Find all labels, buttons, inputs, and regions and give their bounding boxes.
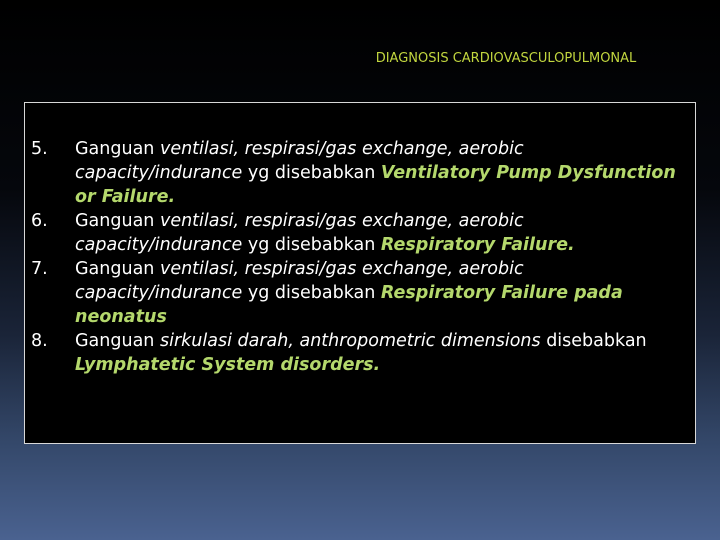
- item-text: Ganguan: [75, 211, 160, 231]
- item-text: Ganguan: [75, 139, 160, 159]
- item-text-italic: ventilasi, respirasi/gas exchange, aerobic capacity/indurance: [75, 259, 524, 303]
- item-text: Ganguan: [75, 331, 160, 351]
- item-text: Ganguan: [75, 259, 160, 279]
- item-number: 8.: [31, 331, 48, 351]
- item-text-italic: sirkulasi darah, anthropometric dimensions: [159, 331, 541, 351]
- numbered-list: [31, 137, 681, 377]
- list-item-6: [31, 209, 681, 257]
- item-highlight: Respiratory Failure pada neonatus: [75, 283, 623, 327]
- item-number: 7.: [31, 259, 48, 279]
- item-text: disebabkan: [540, 331, 647, 351]
- slide-title: DIAGNOSIS CARDIOVASCULOPULMONAL: [375, 51, 637, 66]
- list-item-7: [31, 257, 681, 329]
- item-suffix: .: [568, 235, 575, 255]
- item-highlight: Ventilatory Pump Dysfunction or Failure: [75, 163, 676, 207]
- list-item-5: [31, 137, 681, 209]
- item-number: 6.: [31, 211, 48, 231]
- item-number: 5.: [31, 139, 48, 159]
- item-highlight: Lymphatetic System disorders.: [75, 355, 381, 375]
- item-text-italic: ventilasi, respirasi/gas exchange, aerobic capacity/indurance: [75, 211, 524, 255]
- item-text: yg disebabkan: [242, 163, 381, 183]
- item-text: yg disebabkan: [242, 283, 381, 303]
- item-text-italic: ventilasi, respirasi/gas exchange, aerobic capacity/indurance: [75, 139, 524, 183]
- item-highlight: Respiratory Failure: [380, 235, 569, 255]
- content-box: [24, 102, 696, 444]
- list-item-8: [31, 329, 681, 377]
- item-suffix: .: [168, 187, 176, 207]
- item-text: yg disebabkan: [242, 235, 381, 255]
